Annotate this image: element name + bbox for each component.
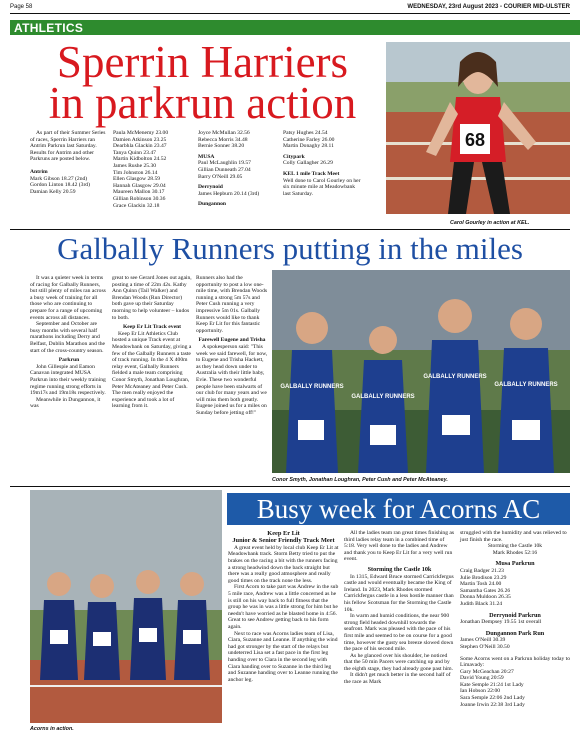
text-line: Martin Donaghy 28.11 bbox=[283, 143, 334, 150]
text-line: Antrim bbox=[30, 168, 48, 175]
sperrin-headline bbox=[10, 37, 395, 128]
race-bib-number: 68 bbox=[464, 130, 486, 150]
text-line: Keep Er Lit Track event bbox=[122, 324, 182, 331]
text-line: All the ladies team ran great times finishing as third ladies relay team in a combined time of 5:18. Very well done to the ladies and Andrew and thank you to Keep Er Lit for a very well run event. bbox=[344, 530, 455, 563]
text-line: Tanya Quinn 23.47 bbox=[113, 149, 156, 156]
text-line: Colly Gallagher 26.29 bbox=[283, 160, 333, 167]
text-line: Gillian Robinson 30.36 bbox=[113, 195, 166, 202]
text-line: Citypark bbox=[283, 153, 305, 160]
text-line: David Young 20:59 bbox=[460, 675, 504, 682]
text-line: Keep Er Lit bbox=[267, 530, 300, 537]
text-line: Dungannon bbox=[198, 201, 226, 208]
galbally-col-3 bbox=[196, 275, 268, 416]
text-line: Junior & Senior Friendly Track Meet bbox=[232, 537, 335, 545]
text-line: Gillian Dunneath 27.04 bbox=[198, 166, 251, 173]
acorns-col-2 bbox=[344, 530, 455, 686]
text-line: Meanwhile in Dungannon, it was bbox=[30, 396, 101, 410]
text-line: Grace Glackin 32.18 bbox=[113, 202, 160, 209]
text-line: struggled with the humidity and was relieved to just finish the race. bbox=[460, 530, 567, 543]
text-line: Next to race was Acorns ladies team of Lisa, Ciara, Suzanne and Leanne. If anything the wind had got stronger by the start of the relays but undeterred Lisa set a fast pace in the first leg handing over to Ciara in the second leg with Ciara handing over to Suzanne in the third leg and Suzanne handing over to Leanne running the anchor leg. bbox=[228, 630, 338, 683]
text-line: Tim Johnston 26.14 bbox=[113, 169, 158, 176]
text-line: In 1315, Edward Bruce stormed Carrickfergus castle and would eventually became the King of Ireland. In 2023, Mark Rhodes stormed Carrickfergus castle in a less hostile manner than his fellow Scotsman for the Storming the Castle 10k. bbox=[344, 573, 454, 613]
sperrin-col-3 bbox=[198, 130, 278, 208]
header-rule bbox=[10, 13, 570, 14]
vest-text: GALBALLY RUNNERS bbox=[351, 394, 415, 400]
text-line: Barry O'Neill 29.05 bbox=[198, 173, 243, 180]
acorns-photo bbox=[30, 490, 222, 723]
text-line: Derrynoid bbox=[198, 184, 223, 191]
text-line: Damien Atkinson 23.25 bbox=[113, 136, 167, 143]
text-line: Musa Parkrun bbox=[495, 560, 535, 568]
text-line: Some Acorns went on a Parkrun holiday today to Limavady: bbox=[460, 655, 570, 669]
acorns-photo-caption: Acorns in action. bbox=[30, 726, 74, 732]
text-line: Bernie Sonner 38.20 bbox=[198, 143, 245, 150]
text-line: Gary McGeachan 20:27 bbox=[460, 668, 514, 675]
text-line: Sperrin Harriers bbox=[56, 37, 349, 87]
text-line: Hannah Glasgow 29.04 bbox=[113, 182, 166, 189]
acorns-col-1 bbox=[228, 530, 339, 683]
text-line: Keep Er Lit Athletics Club hosted a unique Track event at Meadowbank on Saturday, giving a few of the Galbally Runners a taste of track running. In the 4 X 400m relay event, Galbally Runners fielded a male team comprising Conor Smyth, Jonathan Loughran, Peter McAteaney and Peter Cush. The men really enjoyed the experience and took a lot of learning from it. bbox=[112, 330, 192, 410]
text-line: Rebecca Morris 34.48 bbox=[198, 136, 248, 143]
sperrin-photo-caption: Carol Gourley in action at KEL. bbox=[450, 220, 530, 226]
vest-text: GALBALLY RUNNERS bbox=[494, 382, 558, 388]
page-number: Page 58 bbox=[10, 4, 33, 10]
text-line: Mark Gibson 18.27 (2nd) bbox=[30, 175, 88, 182]
galbally-photo-caption: Conor Smyth, Jonathan Loughran, Peter Cush and Peter McAteaney. bbox=[272, 477, 448, 483]
text-line: Storming the Castle 10k bbox=[487, 543, 543, 550]
text-line: James O'Neill 30.39 bbox=[460, 637, 506, 644]
text-line: It was a quieter week in terms of racing for Galbally Runners, but still plenty of miles ran across a busy week of training for all those who are continuing to prepare for a range of upcoming events across all distances. bbox=[30, 275, 106, 321]
sperrin-col-1 bbox=[30, 130, 108, 195]
text-line: Well done to Carol Gourley on her six minute mile at Meadowbank last Saturday. bbox=[283, 177, 361, 197]
text-line: Storming the Castle 10k bbox=[367, 565, 432, 573]
sperrin-col-2 bbox=[113, 130, 191, 209]
acorns-runners-illustration bbox=[30, 490, 222, 723]
text-line: In warm and humid conditions, the near 900 strong field headed downhill towards the seafront. Mark was pleased with the pace of his first mile and seemed to be on course for a good time, however the gusty sea breeze slowed down the pace of his second mile. bbox=[344, 613, 454, 653]
text-line: Stephen O'Neill 30.50 bbox=[460, 643, 510, 650]
text-line: Maureen Mallon 30.17 bbox=[113, 189, 165, 196]
text-line: Ian Hobson 22:00 bbox=[460, 688, 501, 695]
text-line: September and October are busy months with several half marathons including Derry and Belfast, Dublin Marathon and the start of the cross-country season. bbox=[30, 321, 106, 354]
text-line: A spokesperson said: "This week we said farewell, for now, to Eugene and Trisha Hackett, as they head down under to Australia with their little baby, Evie. These two wonderful people have been stalwarts of our club for many years and we will miss them both greatly. Eugene joined us for a miles on Sunday before jetting off!" bbox=[196, 343, 268, 416]
text-line: Mark Rhodes 52:16 bbox=[492, 549, 538, 556]
text-line: First Acorn to take part was Andrew in the sub 5 mile race, Andrew was a little concerned as he is still on his way back to full fitness that the group he was in was a little strong for him but he needn't have worried as he blasted home in 4:56. Great to see Andrew getting back to his form again. bbox=[228, 584, 339, 630]
text-line: Donna Muldoon 26.35 bbox=[460, 594, 511, 601]
text-line: James Rushe 25.30 bbox=[113, 162, 157, 169]
article-divider bbox=[10, 486, 570, 487]
acorns-headline: Busy week for Acorns AC bbox=[227, 493, 570, 525]
text-line: Judith Black 31.24 bbox=[460, 600, 503, 607]
text-line: It didn't get much better in the second half of the race as Mark bbox=[344, 672, 451, 686]
text-line: A great event held by local club Keep Er Lit at Meadowbank track. Storm Betty tried to put the brakes on the racing a bit with the runners facing a strong headwind down the back straight but there was a really good atmosphere and really good times on the track none the less. bbox=[228, 544, 339, 584]
text-line: Farewell Eugene and Trisha bbox=[198, 337, 266, 344]
text-line: Derrynoid Parkrun bbox=[489, 611, 541, 619]
text-line: Joyce McMullan 32.56 bbox=[198, 130, 250, 136]
galbally-runners-illustration bbox=[272, 270, 570, 473]
sperrin-photo bbox=[386, 42, 570, 214]
text-line: Samantha Gates 26.26 bbox=[460, 587, 511, 594]
text-line: Martin Tosh 24.00 bbox=[460, 581, 502, 588]
galbally-headline: Galbally Runners putting in the miles bbox=[57, 231, 523, 266]
text-line: Damian Kelly 20.59 bbox=[30, 188, 76, 195]
text-line: Gordon Linton 18.42 (3rd) bbox=[30, 182, 90, 189]
text-line: Runners also had the opportunity to post a low one-mile time, with Brendan Woods running a strong 5m 57s and Peter Cush running a very impressive 5m 01s. Galbally Runners would like to thank Keep Er Lit for this fantastic opportunity. bbox=[196, 275, 268, 334]
acorns-col-3 bbox=[460, 530, 570, 708]
text-line: Kate Semple 21:24 1st Lady bbox=[460, 681, 524, 688]
section-bar bbox=[10, 20, 580, 35]
text-line: Martin Kidbolton 24.52 bbox=[113, 156, 167, 163]
dateline: WEDNESDAY, 23rd August 2023 - COURIER MID-ULSTER bbox=[407, 4, 570, 10]
text-line: John Gillespie and Eamon Canavan integrated MUSA Parkrun into their weekly training regime running strong efforts in 19m17s and 19m18s respectively. bbox=[30, 363, 106, 397]
text-line: Ellen Glasgow 28.59 bbox=[113, 176, 161, 183]
text-line: As part of their Summer Series of races, Sperrin Harriers ran Antrim Parkrun last Saturday. Results for Antrim and other Parkruns are posted below. bbox=[30, 130, 106, 163]
text-line: As he glanced over his shoulder, he noticed that the 50 min Pacers were catching up and by the eighth stage, they had already gone past him. bbox=[344, 652, 454, 672]
text-line: Craig Badger 21.23 bbox=[460, 567, 504, 574]
text-line: MUSA bbox=[198, 153, 215, 160]
text-line: Jonathan Dempsey 19.55 1st overall bbox=[460, 619, 542, 626]
text-line: Patsy Hughes 24.54 bbox=[283, 130, 328, 136]
text-line: great to see Gerard Jones out again, posting a time of 22m 42s. Kathy Ann Quinn (Tail Walker) and Brendan Woods (Run Director) both gave up their Saturday morning to help volunteer – kudos to both. bbox=[112, 275, 192, 321]
text-line: Paul McLaughlin 19.57 bbox=[198, 160, 251, 167]
text-line: Dearbhla Glackin 23.47 bbox=[113, 143, 167, 150]
text-line: James Hepburn 20.14 (3rd) bbox=[198, 190, 260, 197]
text-line: Joanne Irwin 22:38 3rd Lady bbox=[460, 701, 525, 708]
vest-text: GALBALLY RUNNERS bbox=[280, 384, 344, 390]
runner-photo-illustration bbox=[386, 42, 570, 214]
galbally-col-1 bbox=[30, 275, 108, 410]
section-label: ATHLETICS bbox=[14, 21, 84, 35]
text-line: Sara Semple 22:06 2nd Lady bbox=[460, 695, 525, 702]
text-line: Catherine Farley 26.00 bbox=[283, 136, 335, 143]
galbally-photo bbox=[272, 270, 570, 473]
text-line: KEL 1 mile Track Meet bbox=[283, 170, 340, 177]
article-divider bbox=[10, 229, 570, 230]
sperrin-col-4 bbox=[283, 130, 363, 197]
text-line: in parkrun action bbox=[48, 78, 357, 128]
text-line: Julie Brodison 23.29 bbox=[460, 574, 507, 581]
text-line: Dungannon Park Run bbox=[485, 629, 545, 637]
galbally-col-2 bbox=[112, 275, 192, 410]
vest-text: GALBALLY RUNNERS bbox=[423, 374, 487, 380]
text-line: Paula McMenemy 23.00 bbox=[113, 130, 169, 136]
text-line: Parkrun bbox=[58, 357, 80, 364]
